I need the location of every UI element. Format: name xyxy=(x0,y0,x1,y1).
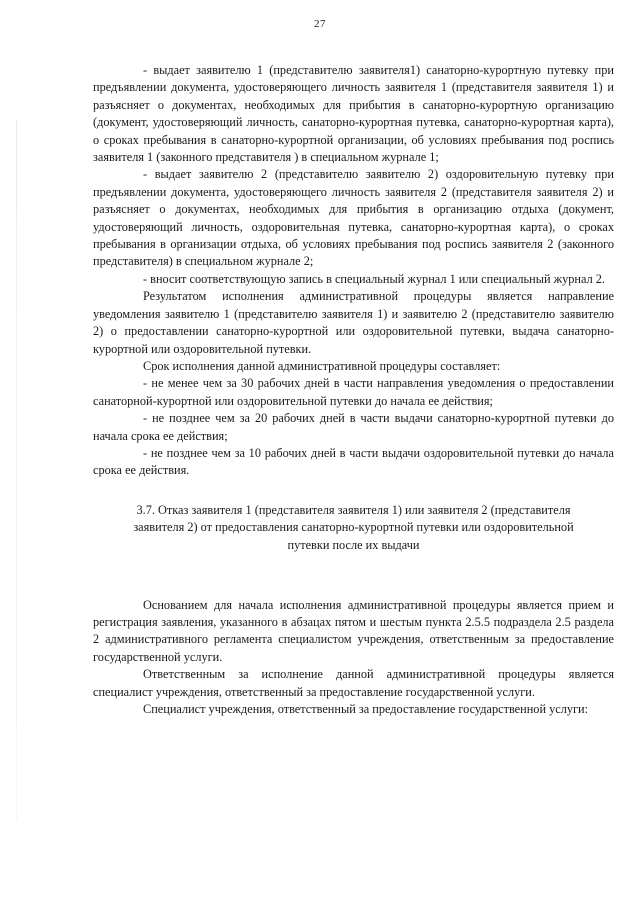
paragraph-procedure-result: Результатом исполнения административной процедуры является направление уведомления заявителю 1 (представителю заявителя 1) и заявителю 2 (представителю заявителю 2) о предоставлении санаторно-курортной или оздоровительной путевки, выдача санаторно-курортной или оздоровительной путевки. xyxy=(93,289,614,356)
scan-edge-mark xyxy=(16,120,17,820)
section-heading-3-7: 3.7. Отказ заявителя 1 (представителя заявителя 1) или заявителя 2 (представителя заявителя 2) от предоставления санаторно-курортной путевки или оздоровительной путевки после их выдачи xyxy=(133,502,574,552)
paragraph-procedure-deadline: Срок исполнения данной административной процедуры составляет: xyxy=(143,358,501,373)
document-body xyxy=(93,62,614,718)
page-number: 27 xyxy=(314,18,326,30)
paragraph-deadline-10-days: - не позднее чем за 10 рабочих дней в части выдачи оздоровительной путевки до начала срока ее действия. xyxy=(93,445,614,478)
paragraph-issue-voucher-applicant-1: - выдает заявителю 1 (представителю заявителя1) санаторно-курортную путевку при предъявлении документа, удостоверяющего личность заявителя 1 (представителя заявителя 1) и разъясняет о документах, необходимых для прибытия в санаторно-курортную организацию (документ, удостоверяющий личность, санаторно-курортная путевка, санаторно-курортная карта), о сроках пребывания в санаторно-курортной организации, об условиях пребывания под роспись заявителя 1 (законного представителя ) в специальном журнале 1; xyxy=(93,63,614,165)
paragraph-specialist-duties: Специалист учреждения, ответственный за предоставление государственной услуги: xyxy=(143,701,589,716)
paragraph-responsible-party: Ответственным за исполнение данной административной процедуры является специалист учреждения, ответственный за предоставление государственной услуги. xyxy=(93,667,614,699)
paragraph-deadline-30-days: - не менее чем за 30 рабочих дней в части направления уведомления о предоставлении санаторной-курортной или оздоровительной путевки до начала ее действия; xyxy=(93,376,614,408)
paragraph-journal-entry: - вносит соответствующую запись в специальный журнал 1 или специальный журнал 2. xyxy=(143,271,605,286)
paragraph-issue-voucher-applicant-2: - выдает заявителю 2 (представителю заявителю 2) оздоровительную путевку при предъявлении документа, удостоверяющего личность заявителя 2 (представителя заявителя 2) и разъясняет о документах, необходимых для прибытия в организацию отдыха (документ, удостоверяющий личность, оздоровительная путевка, санаторно-курортная карта), о сроках пребывания в организации отдыха, об условиях пребывания под роспись заявителя 2 (законного представителя) в специальном журнале 2; xyxy=(93,167,614,269)
paragraph-deadline-20-days: - не позднее чем за 20 рабочих дней в части выдачи санаторно-курортной путевки до начала срока ее действия; xyxy=(93,411,614,443)
paragraph-procedure-basis: Основанием для начала исполнения административной процедуры является прием и регистрация заявления, указанного в абзацах пятом и шестым пункта 2.5.5 подраздела 2.5 раздела 2 административного регламента специалистом учреждения, ответственным за предоставление государственной услуги. xyxy=(93,597,614,664)
